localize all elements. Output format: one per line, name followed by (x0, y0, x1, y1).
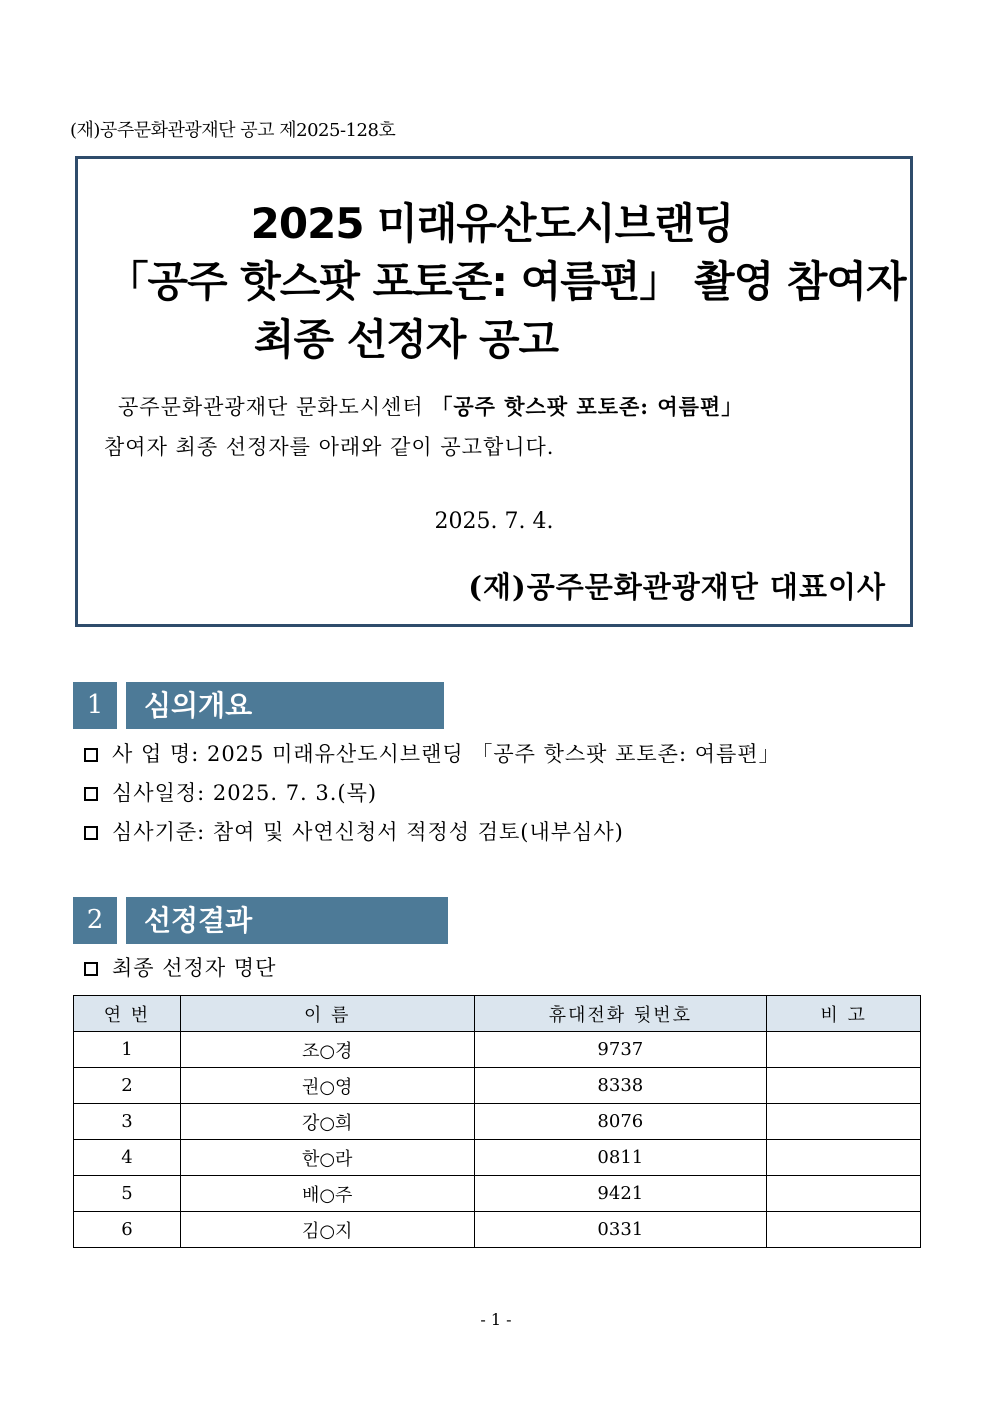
section-1-item-text: 심사일정: 2025. 7. 3.(목) (112, 781, 378, 805)
cell-number: 3 (74, 1104, 181, 1140)
announcement-text-prefix: 공주문화관광재단 문화도시센터 (118, 395, 432, 419)
announcement-date: 2025. 7. 4. (434, 509, 554, 534)
cell-name: 배○주 (180, 1176, 474, 1212)
cell-number: 5 (74, 1176, 181, 1212)
cell-name: 김○지 (180, 1212, 474, 1248)
column-header-name: 이 름 (180, 996, 474, 1032)
section-1-number: 1 (73, 682, 117, 729)
cell-name: 권○영 (180, 1068, 474, 1104)
section-2-title: 선정결과 (126, 897, 448, 944)
section-1-item (84, 816, 624, 846)
checkbox-bullet-icon (84, 826, 98, 840)
cell-note (767, 1032, 921, 1068)
page-number: - 1 - (480, 1310, 512, 1329)
table-row (74, 1032, 921, 1068)
section-2-number: 2 (73, 897, 117, 944)
section-2-item-text: 최종 선정자 명단 (112, 956, 277, 980)
table-row (74, 1212, 921, 1248)
title-line-2: 「공주 핫스팟 포토존: 여름편」 촬영 참여자 (106, 257, 906, 306)
cell-name: 한○라 (180, 1140, 474, 1176)
table-row (74, 1104, 921, 1140)
cell-phone: 9737 (474, 1032, 767, 1068)
cell-number: 6 (74, 1212, 181, 1248)
section-1-title: 심의개요 (126, 682, 444, 729)
checkbox-bullet-icon (84, 787, 98, 801)
checkbox-bullet-icon (84, 962, 98, 976)
section-1-item (84, 738, 781, 768)
checkbox-bullet-icon (84, 748, 98, 762)
column-header-phone: 휴대전화 뒷번호 (474, 996, 767, 1032)
cell-number: 1 (74, 1032, 181, 1068)
cell-name: 조○경 (180, 1032, 474, 1068)
cell-name: 강○희 (180, 1104, 474, 1140)
cell-phone: 8338 (474, 1068, 767, 1104)
cell-note (767, 1212, 921, 1248)
table-header-row (74, 996, 921, 1032)
table-row (74, 1068, 921, 1104)
announcement-box (75, 156, 913, 627)
cell-phone: 8076 (474, 1104, 767, 1140)
cell-phone: 9421 (474, 1176, 767, 1212)
section-2-item (84, 952, 276, 982)
cell-number: 2 (74, 1068, 181, 1104)
table-row (74, 1140, 921, 1176)
cell-phone: 0811 (474, 1140, 767, 1176)
title-line-3: 최종 선정자 공고 (253, 315, 559, 364)
cell-phone: 0331 (474, 1212, 767, 1248)
section-1-item-text: 심사기준: 참여 및 사연신청서 적정성 검토(내부심사) (112, 820, 624, 844)
cell-note (767, 1068, 921, 1104)
announcement-text-line2: 참여자 최종 선정자를 아래와 같이 공고합니다. (104, 435, 555, 459)
announcement-program-name: 「공주 핫스팟 포토존: 여름편」 (431, 394, 744, 419)
section-1-item-text: 사 업 명: 2025 미래유산도시브랜딩 「공주 핫스팟 포토존: 여름편」 (112, 742, 781, 766)
notice-number: (재)공주문화관광재단 공고 제2025-128호 (70, 120, 396, 141)
cell-number: 4 (74, 1140, 181, 1176)
column-header-number: 연 번 (74, 996, 181, 1032)
title-line-1: 2025 미래유산도시브랜딩 (250, 199, 734, 248)
column-header-note: 비 고 (767, 996, 921, 1032)
cell-note (767, 1104, 921, 1140)
table-row (74, 1176, 921, 1212)
section-1-item (84, 777, 377, 807)
selection-table (73, 995, 921, 1248)
cell-note (767, 1176, 921, 1212)
signer: (재)공주문화관광재단 대표이사 (468, 570, 886, 604)
cell-note (767, 1140, 921, 1176)
announcement-text (104, 387, 884, 467)
document-title (78, 195, 910, 369)
